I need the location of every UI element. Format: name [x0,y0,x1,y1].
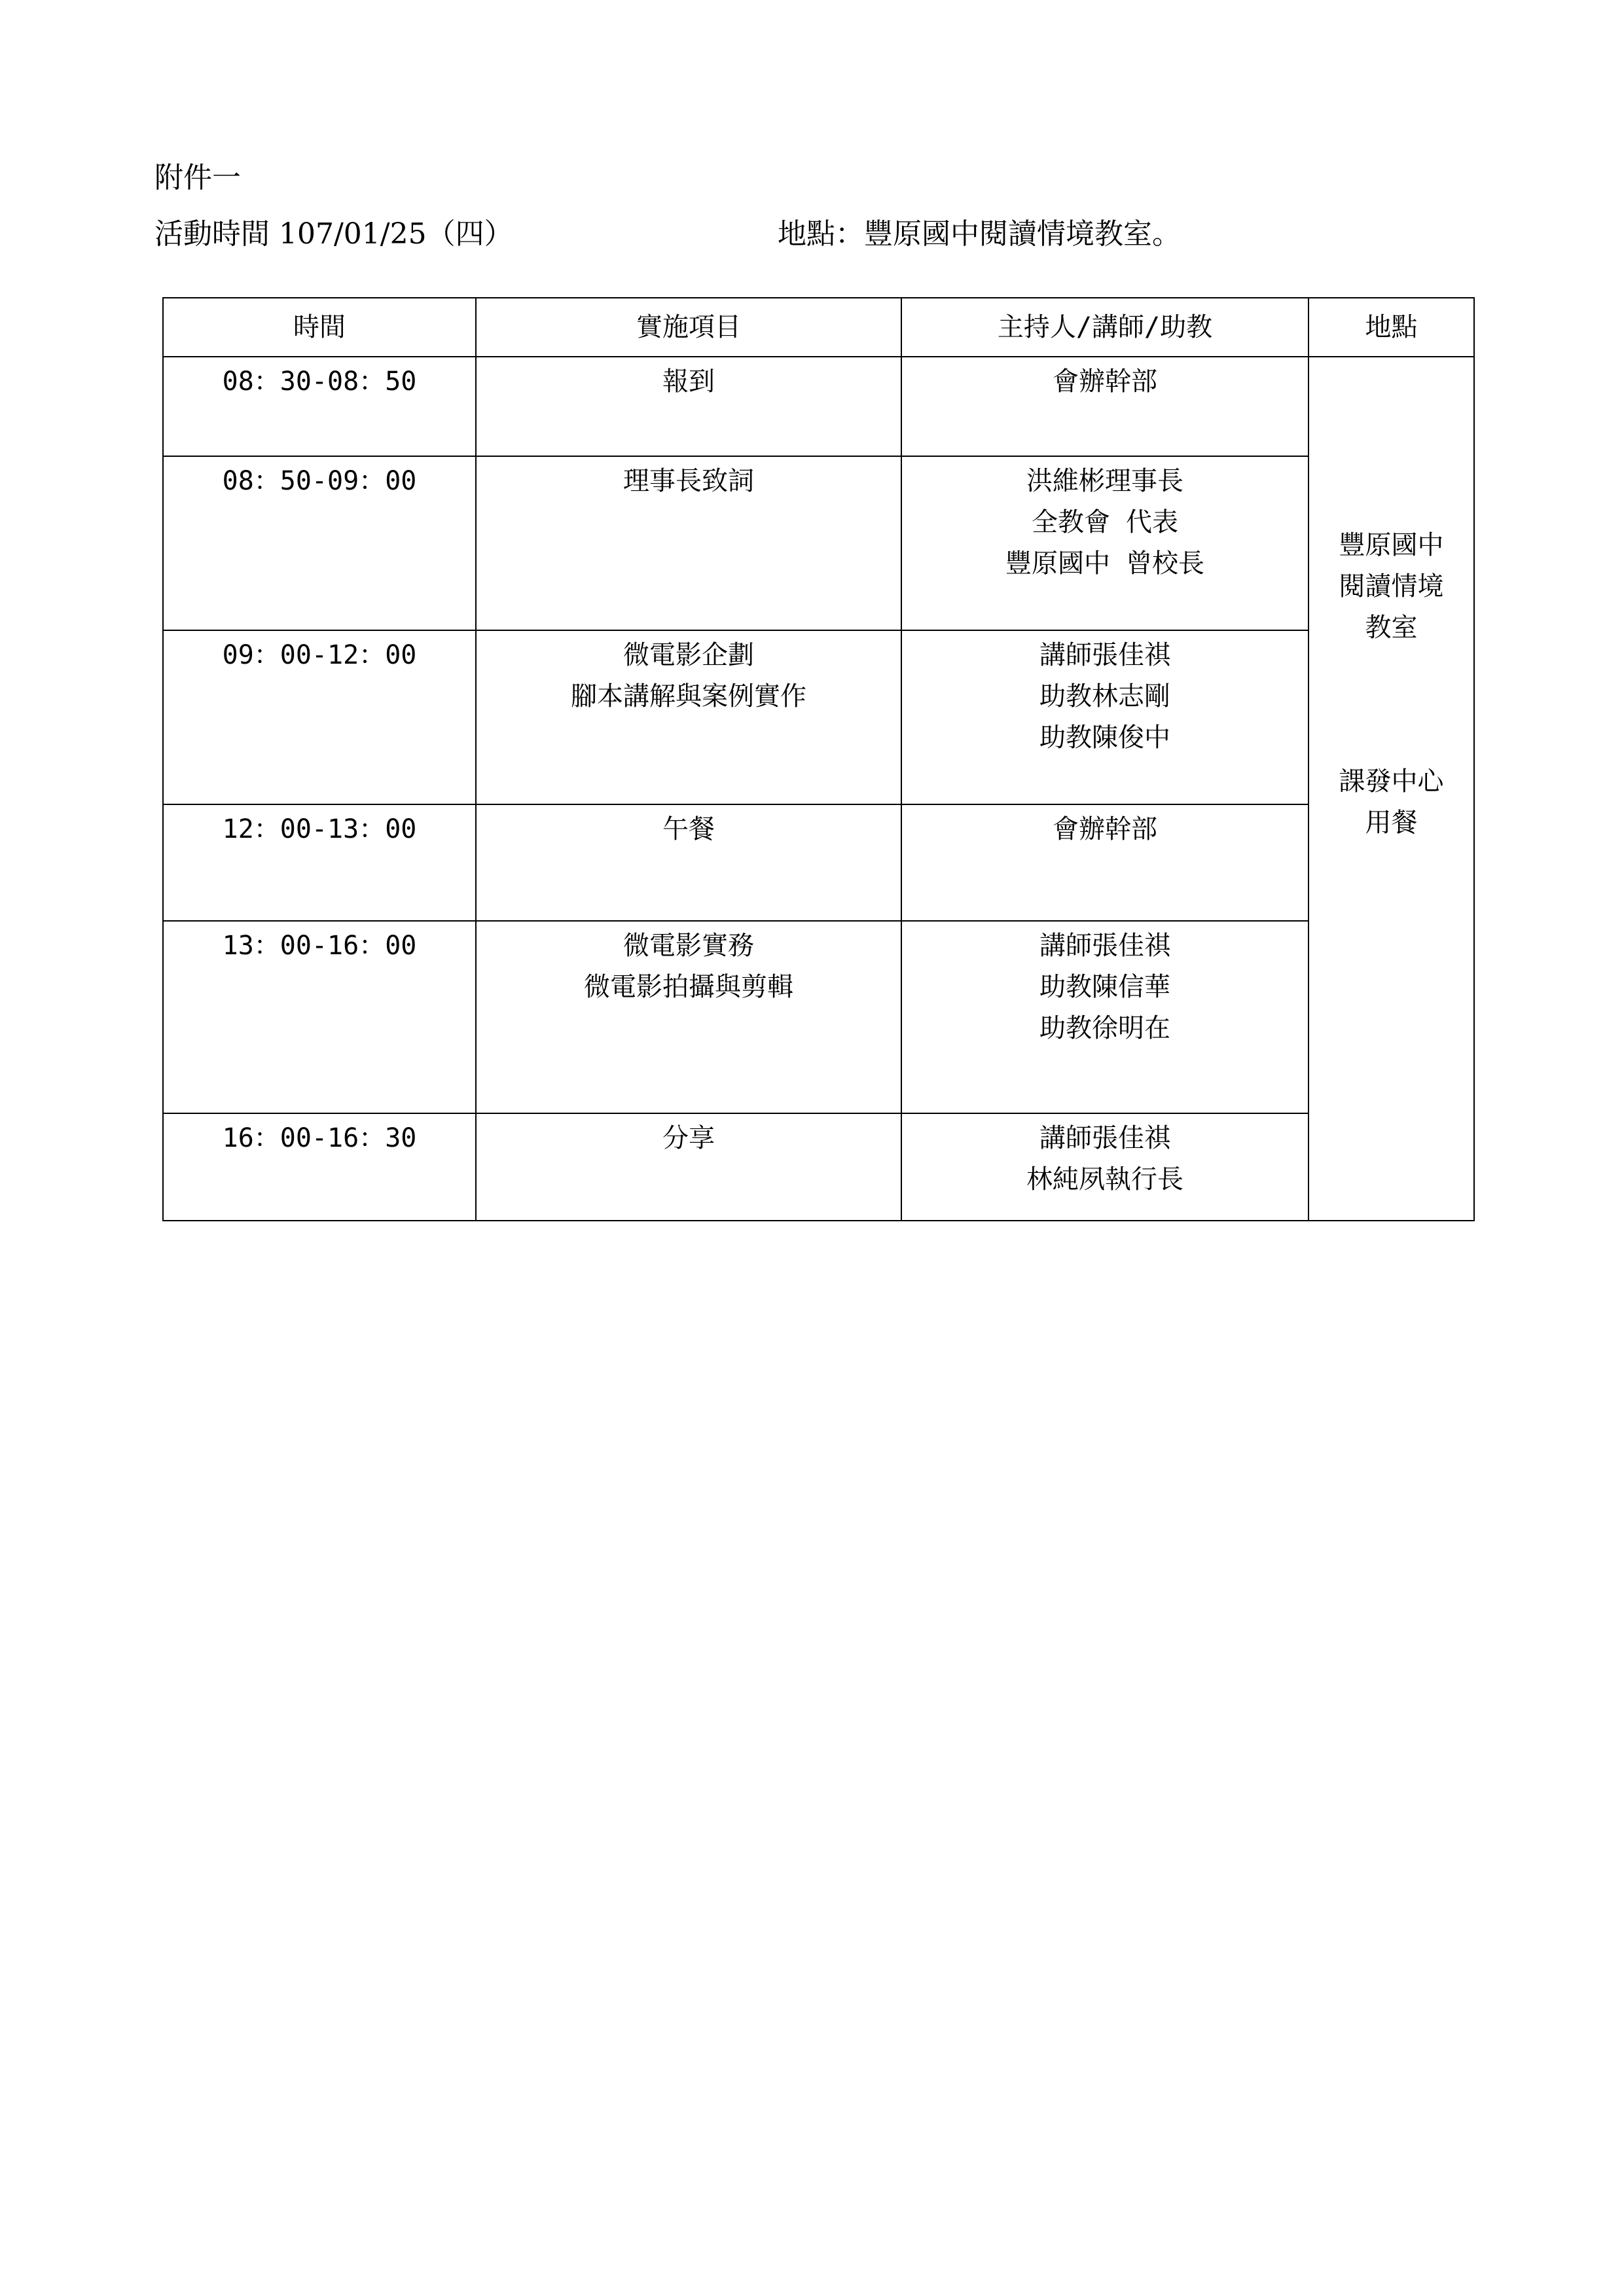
item-line: 分享 [662,1123,715,1153]
item-cell [476,456,901,630]
place-line: 閱讀情境 [1339,571,1444,601]
column-header-host: 主持人/講師/助教 [901,298,1308,357]
host-line: 豐原國中 曾校長 [1005,548,1205,579]
host-cell [901,630,1308,804]
item-cell [476,357,901,456]
column-header-time: 時間 [163,298,476,357]
host-line: 助教林志剛 [1039,681,1170,711]
item-line: 報到 [662,367,715,397]
table-row [163,456,1474,630]
time-cell: 13：00-16：00 [163,921,476,1113]
table-row [163,1113,1474,1221]
item-line: 理事長致詞 [623,466,754,496]
activity-location: 地點：豐原國中閱讀情境教室。 [778,217,1181,251]
host-line: 會辦幹部 [1053,367,1157,397]
item-line: 微電影企劃 [623,640,754,670]
host-line: 林純夙執行長 [1026,1164,1183,1194]
table-row [163,804,1474,921]
place-main [1314,525,1468,649]
place-cell [1308,357,1474,1221]
time-cell: 12：00-13：00 [163,804,476,921]
place-line: 豐原國中 [1339,530,1444,560]
host-line: 講師張佳祺 [1039,1123,1170,1153]
host-line: 洪維彬理事長 [1026,466,1183,496]
host-cell [901,1113,1308,1221]
column-header-place: 地點 [1308,298,1474,357]
table-header-row [163,298,1474,357]
place-line: 教室 [1365,613,1418,643]
host-line: 講師張佳祺 [1039,640,1170,670]
item-line: 午餐 [662,814,715,844]
item-line: 微電影拍攝與剪輯 [584,972,793,1002]
host-cell [901,456,1308,630]
host-line: 講師張佳祺 [1039,931,1170,961]
attachment-label: 附件一 [154,161,241,194]
time-cell: 08：30-08：50 [163,357,476,456]
place-lunch [1314,761,1468,844]
item-line: 腳本講解與案例實作 [571,681,806,711]
table-row [163,357,1474,456]
host-line: 助教陳信華 [1039,972,1170,1002]
host-cell [901,804,1308,921]
time-cell: 08：50-09：00 [163,456,476,630]
column-header-item: 實施項目 [476,298,901,357]
host-line: 助教徐明在 [1039,1013,1170,1043]
schedule-table [162,297,1475,1221]
item-cell [476,1113,901,1221]
host-cell [901,357,1308,456]
host-line: 助教陳俊中 [1039,723,1170,753]
activity-time: 活動時間 107/01/25（四） [154,217,513,251]
item-cell [476,630,901,804]
place-line: 課發中心 [1339,766,1444,797]
item-line: 微電影實務 [623,931,754,961]
item-cell [476,804,901,921]
host-cell [901,921,1308,1113]
time-cell: 09：00-12：00 [163,630,476,804]
host-line: 會辦幹部 [1053,814,1157,844]
host-line: 全教會 代表 [1031,507,1179,537]
place-line: 用餐 [1365,808,1418,838]
table-row [163,630,1474,804]
table-row [163,921,1474,1113]
time-cell: 16：00-16：30 [163,1113,476,1221]
item-cell [476,921,901,1113]
